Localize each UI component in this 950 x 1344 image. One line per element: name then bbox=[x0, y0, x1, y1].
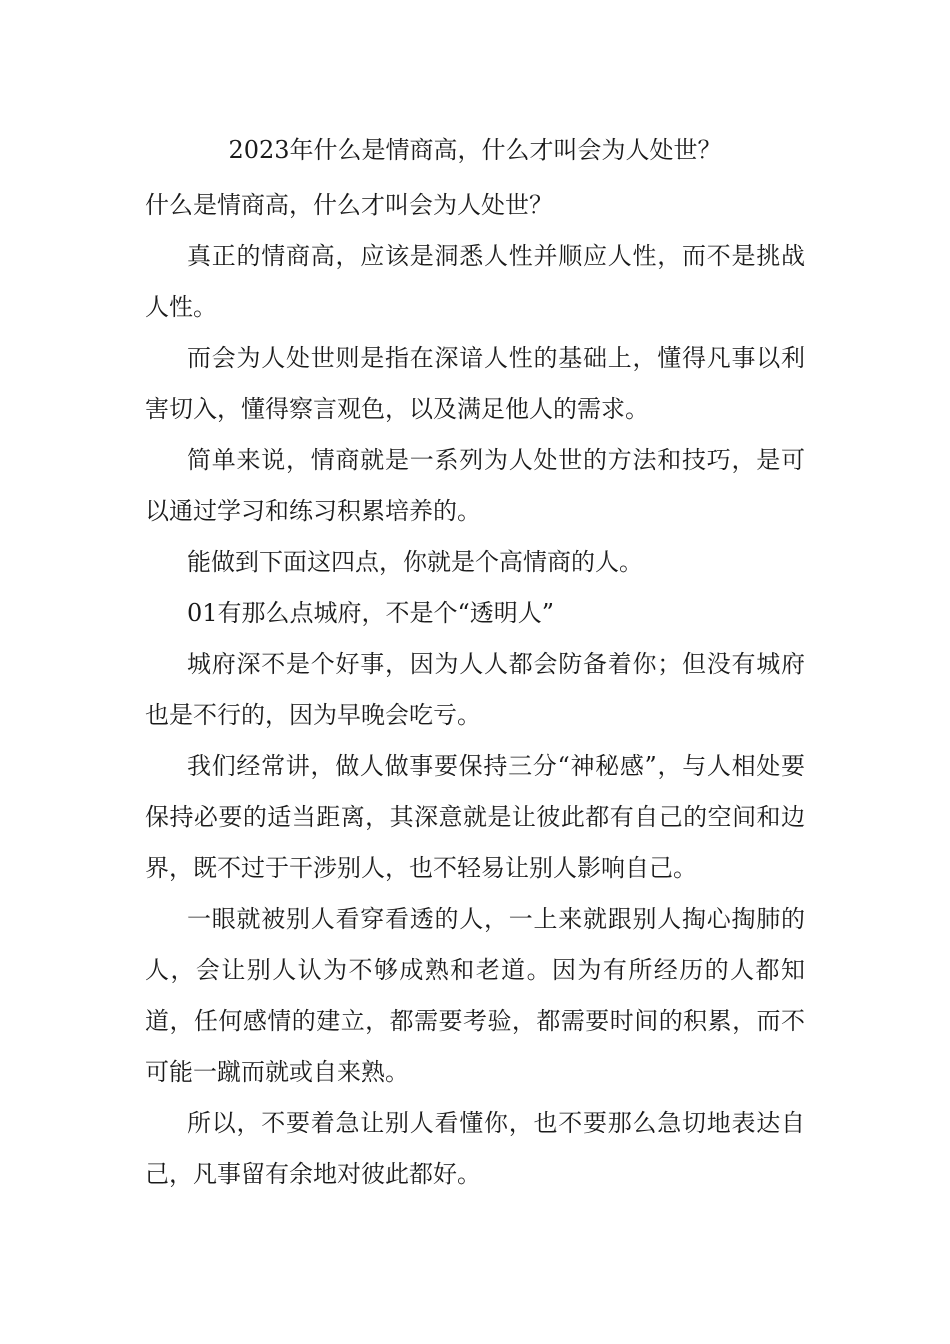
paragraph: 真正的情商高，应该是洞悉人性并顺应人性，而不是挑战人性。 bbox=[145, 242, 805, 321]
section-heading: 01有那么点城府，不是个“透明人” bbox=[187, 599, 555, 627]
paragraph: 能做到下面这四点，你就是个高情商的人。 bbox=[187, 548, 643, 576]
paragraph-subtitle: 什么是情商高，什么才叫会为人处世？ bbox=[145, 191, 553, 219]
paragraph: 我们经常讲，做人做事要保持三分“神秘感”，与人相处要保持必要的适当距离，其深意就是让彼此都有自己的空间和边界，既不过于干涉别人，也不轻易让别人影响自己。 bbox=[145, 752, 805, 882]
paragraph: 一眼就被别人看穿看透的人，一上来就跟别人掏心掏肺的人，会让别人认为不够成熟和老道。因为有所经历的人都知道，任何感情的建立，都需要考验，都需要时间的积累，而不可能一蹴而就或自来熟。 bbox=[145, 905, 805, 1086]
paragraph: 而会为人处世则是指在深谙人性的基础上，懂得凡事以利害切入，懂得察言观色，以及满足他人的需求。 bbox=[145, 344, 805, 423]
paragraph: 简单来说，情商就是一系列为人处世的方法和技巧，是可以通过学习和练习积累培养的。 bbox=[145, 446, 805, 525]
document-title: 2023年什么是情商高，什么才叫会为人处世？ bbox=[228, 136, 722, 164]
paragraph: 所以，不要着急让别人看懂你，也不要那么急切地表达自己，凡事留有余地对彼此都好。 bbox=[145, 1109, 805, 1188]
paragraph: 城府深不是个好事，因为人人都会防备着你；但没有城府也是不行的，因为早晚会吃亏。 bbox=[145, 650, 805, 729]
document-body bbox=[145, 180, 805, 1200]
